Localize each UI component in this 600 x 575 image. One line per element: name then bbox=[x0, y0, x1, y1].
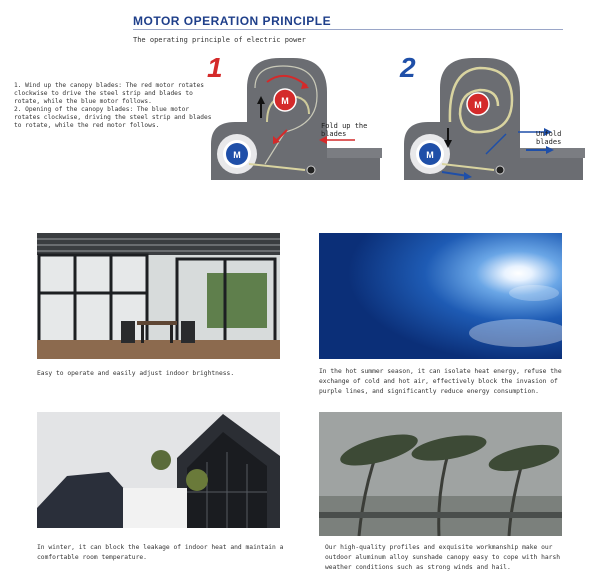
diagram-fold bbox=[205, 52, 395, 187]
caption-weather: Our high-quality profiles and exquisite workmanship make our outdoor aluminum alloy sunshade canopy easy to cope with harsh weather conditions such as strong winds and hail. bbox=[325, 544, 561, 571]
red-motor-label: M bbox=[281, 96, 289, 106]
blue-motor-label-2: M bbox=[426, 150, 434, 160]
caption-brightness: Easy to operate and easily adjust indoor brightness. bbox=[37, 370, 235, 377]
summer-sun-photo bbox=[319, 233, 562, 359]
caption-summer: In the hot summer season, it can isolate heat energy, refuse the exchange of cold and hot air, effectively block the invasion of purple lines, and significantly reduce energy consumption. bbox=[319, 368, 562, 395]
title-divider bbox=[133, 29, 563, 30]
page-title: MOTOR OPERATION PRINCIPLE bbox=[133, 14, 332, 28]
winter-house-photo bbox=[37, 412, 280, 536]
storm-palms-photo bbox=[319, 412, 562, 536]
fold-label: Fold up the blades bbox=[321, 122, 368, 138]
diagram-unfold bbox=[398, 52, 590, 187]
diagram-2-number: 2 bbox=[400, 52, 416, 83]
caption-winter: In winter, it can block the leakage of indoor heat and maintain a comfortable room temperature. bbox=[37, 544, 284, 561]
sunroom-interior-photo bbox=[37, 233, 280, 359]
diagram-1-number: 1 bbox=[207, 52, 223, 83]
unfold-label: Unfold blades bbox=[536, 130, 562, 146]
step-descriptions bbox=[14, 82, 214, 130]
step-2-text: 2. Opening of the canopy blades: The blue motor rotates clockwise, driving the steel strip and blades to rotate, while the red motor follows. bbox=[14, 106, 212, 129]
unfold-mechanism-illustration bbox=[398, 52, 590, 187]
step-1-text: 1. Wind up the canopy blades: The red motor rotates clockwise to drive the steel strip and blades to rotate, while the blue motor follows. bbox=[14, 82, 204, 105]
blue-motor-label: M bbox=[233, 150, 241, 160]
fold-mechanism-illustration bbox=[205, 52, 395, 187]
red-motor-label-2: M bbox=[474, 100, 482, 110]
page-subtitle: The operating principle of electric power bbox=[133, 36, 306, 44]
